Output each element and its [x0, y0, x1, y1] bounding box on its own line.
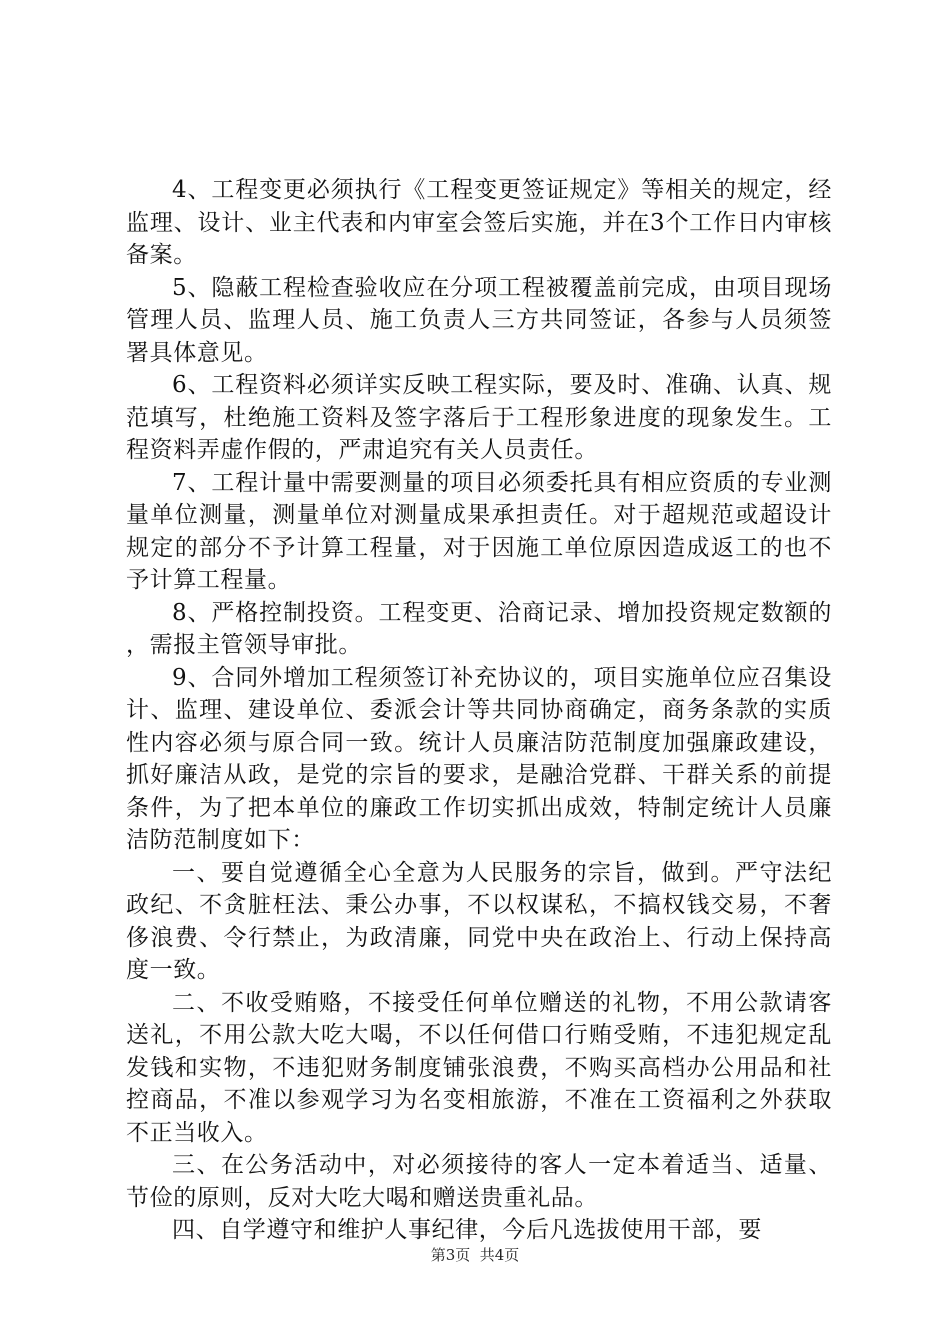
paragraph-4: 4、工程变更必须执行《工程变更签证规定》等相关的规定，经监理、设计、业主代表和内审室会签后实施，并在3个工作日内审核备案。: [126, 177, 832, 268]
page-number-footer: 第3页 共4页: [430, 1246, 520, 1264]
paragraph-5: 5、隐蔽工程检查验收应在分项工程被覆盖前完成，由项目现场管理人员、监理人员、施工负责人三方共同签证，各参与人员须签署具体意见。: [126, 274, 832, 366]
rule-two: 二、不收受贿赂，不接受任何单位赠送的礼物，不用公款请客送礼，不用公款大吃大喝，不以任何借口行贿受贿，不违犯规定乱发钱和实物，不违犯财务制度铺张浪费，不购买高档办公用品和社控商品，不准以参观学习为名变相旅游，不准在工资福利之外获取不正当收入。: [126, 989, 832, 1146]
paragraph-9: 9、合同外增加工程须签订补充协议的，项目实施单位应召集设计、监理、建设单位、委派会计等共同协商确定，商务条款的实质性内容必须与原合同一致。统计人员廉洁防范制度加强廉政建设，抓好廉洁从政，是党的宗旨的要求，是融洽党群、干群关系的前提条件，为了把本单位的廉政工作切实抓出成效，特制定统计人员廉洁防范制度如下：: [126, 664, 832, 853]
document-body: [126, 174, 832, 1247]
rule-three: 三、在公务活动中，对必须接待的客人一定本着适当、适量、节俭的原则，反对大吃大喝和赠送贵重礼品。: [126, 1152, 832, 1211]
rule-four: 四、自学遵守和维护人事纪律，今后凡选拔使用干部，要: [172, 1217, 762, 1243]
paragraph-6: 6、工程资料必须详实反映工程实际，要及时、准确、认真、规范填写，杜绝施工资料及签字落后于工程形象进度的现象发生。工程资料弄虚作假的，严肃追究有关人员责任。: [126, 372, 832, 463]
paragraph-8: 8、严格控制投资。工程变更、洽商记录、增加投资规定数额的，需报主管领导审批。: [126, 599, 832, 658]
rule-one: 一、要自觉遵循全心全意为人民服务的宗旨，做到。严守法纪政纪、不贪脏枉法、秉公办事，不以权谋私，不搞权钱交易，不奢侈浪费、令行禁止，为政清廉，同党中央在政治上、行动上保持高度一致。: [126, 859, 832, 983]
paragraph-7: 7、工程计量中需要测量的项目必须委托具有相应资质的专业测量单位测量，测量单位对测量成果承担责任。对于超规范或超设计规定的部分不予计算工程量，对于因施工单位原因造成返工的也不予计算工程量。: [126, 469, 832, 593]
